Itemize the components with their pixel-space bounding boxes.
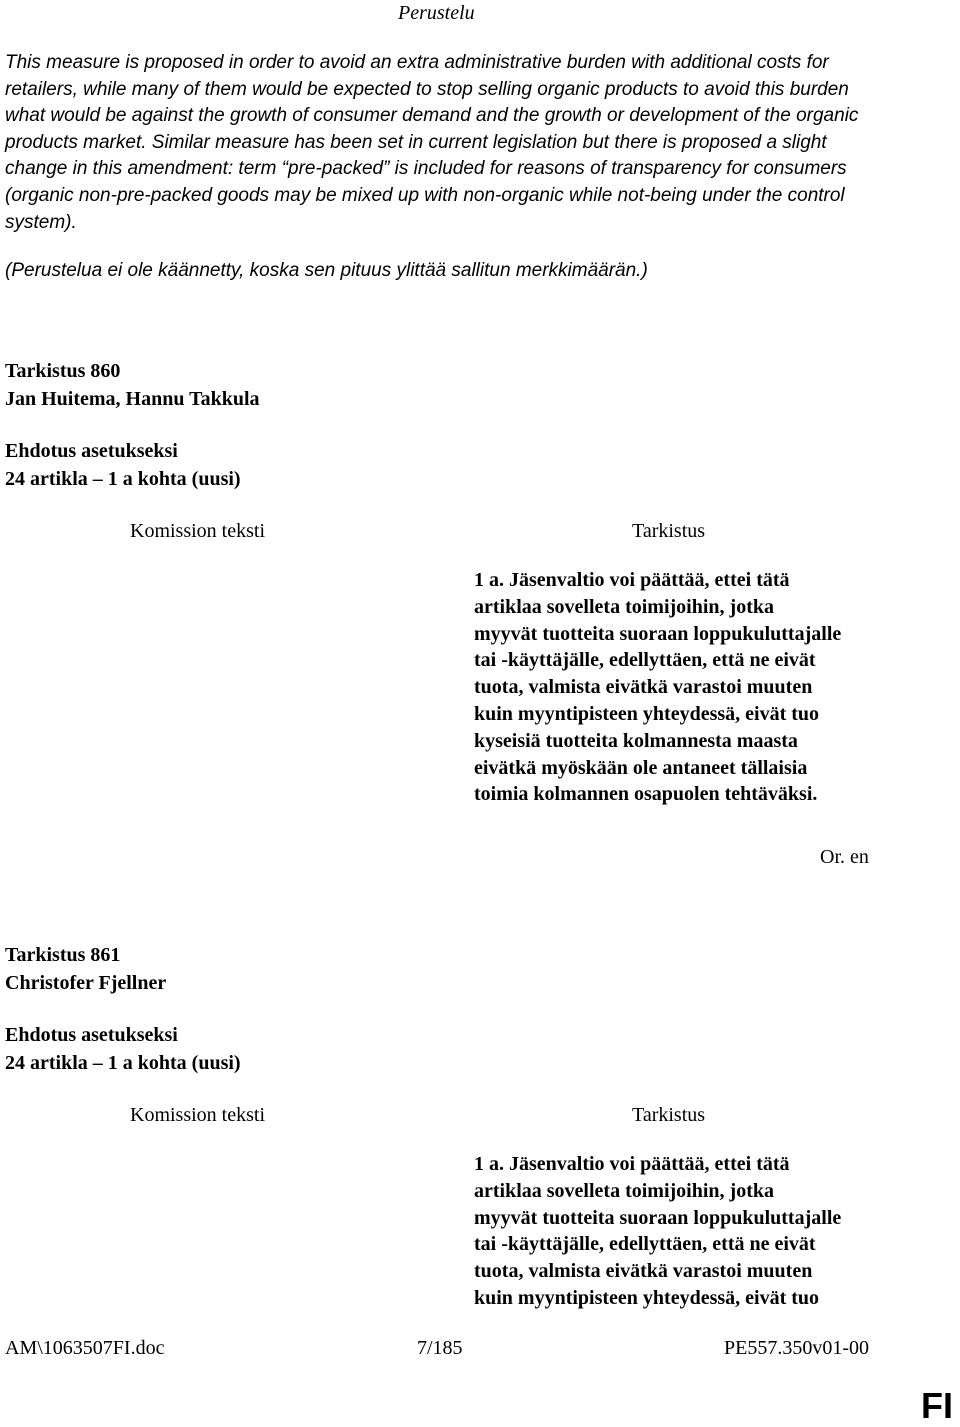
amendment-text-line: artiklaa sovelleta toimijoihin, jotka [474, 595, 774, 618]
amendment-text-line: myyvät tuotteita suoraan loppukuluttajalle [474, 622, 842, 645]
amendment-text-line: kyseisiä tuotteita kolmannesta maasta [474, 729, 798, 752]
amendment-text-line: tuota, valmista eivätkä varastoi muuten [474, 1260, 813, 1283]
justification-heading: Perustelu [398, 2, 475, 24]
amendment-860-commission-text-heading: Komission teksti [130, 520, 266, 542]
footer-reference: PE557.350v01-00 [724, 1337, 869, 1359]
amendment-860-original-language: Or. en [820, 846, 869, 868]
amendment-text-line: myyvät tuotteita suoraan loppukuluttajalle [474, 1206, 842, 1229]
amendment-text-line: artiklaa sovelleta toimijoihin, jotka [474, 1179, 774, 1202]
amendment-861-authors: Christofer Fjellner [5, 972, 167, 994]
justification-text: This measure is proposed in order to avoid an extra administrative burden with additional costs for retailers, while many of them would be expected to stop selling organic products to avoid this burden what would be against the growth of consumer demand and the growth or development of the organic products market. Similar measure has been set in current legislation but there is proposed a slight change in this amendment: term “pre-packed” is included for reasons of transparency for consumers (organic non-pre-packed goods may be mixed up with non-organic while not-being under the control system). [5, 52, 859, 233]
amendment-860-amendment-heading: Tarkistus [632, 520, 706, 542]
amendment-861-article: 24 artikla – 1 a kohta (uusi) [5, 1052, 241, 1074]
amendment-text-line: kuin myyntipisteen yhteydessä, eivät tuo [474, 1286, 820, 1309]
amendment-861-title: Tarkistus 861 [5, 944, 121, 966]
amendment-text-line: tai -käyttäjälle, edellyttäen, että ne eivät [474, 649, 816, 672]
amendment-860-title: Tarkistus 860 [5, 360, 121, 382]
amendment-861-text [474, 1151, 914, 1312]
footer-document-id: AM\1063507FI.doc [5, 1337, 165, 1359]
amendment-860-article: 24 artikla – 1 a kohta (uusi) [5, 468, 241, 490]
justification-translation-note: (Perustelua ei ole käännetty, koska sen pituus ylittää sallitun merkkimäärän.) [5, 260, 648, 281]
amendment-861-amendment-heading: Tarkistus [632, 1104, 706, 1126]
amendment-860-authors: Jan Huitema, Hannu Takkula [5, 388, 260, 410]
amendment-text-line: 1 a. Jäsenvaltio voi päättää, ettei tätä [474, 1153, 790, 1175]
amendment-861-proposal: Ehdotus asetukseksi [5, 1024, 178, 1046]
language-badge: FI [921, 1385, 953, 1426]
amendment-text-line: tuota, valmista eivätkä varastoi muuten [474, 676, 813, 699]
amendment-text-line: 1 a. Jäsenvaltio voi päättää, ettei tätä [474, 569, 790, 591]
footer-page-number: 7/185 [417, 1337, 463, 1359]
amendment-860-proposal: Ehdotus asetukseksi [5, 440, 178, 462]
amendment-861-commission-text-heading: Komission teksti [130, 1104, 266, 1126]
amendment-text-line: tai -käyttäjälle, edellyttäen, että ne eivät [474, 1233, 816, 1256]
amendment-text-line: toimia kolmannen osapuolen tehtäväksi. [474, 783, 818, 806]
amendment-text-line: kuin myyntipisteen yhteydessä, eivät tuo [474, 702, 820, 725]
amendment-text-line: eivätkä myöskään ole antaneet tällaisia [474, 756, 808, 779]
amendment-860-text [474, 567, 914, 808]
